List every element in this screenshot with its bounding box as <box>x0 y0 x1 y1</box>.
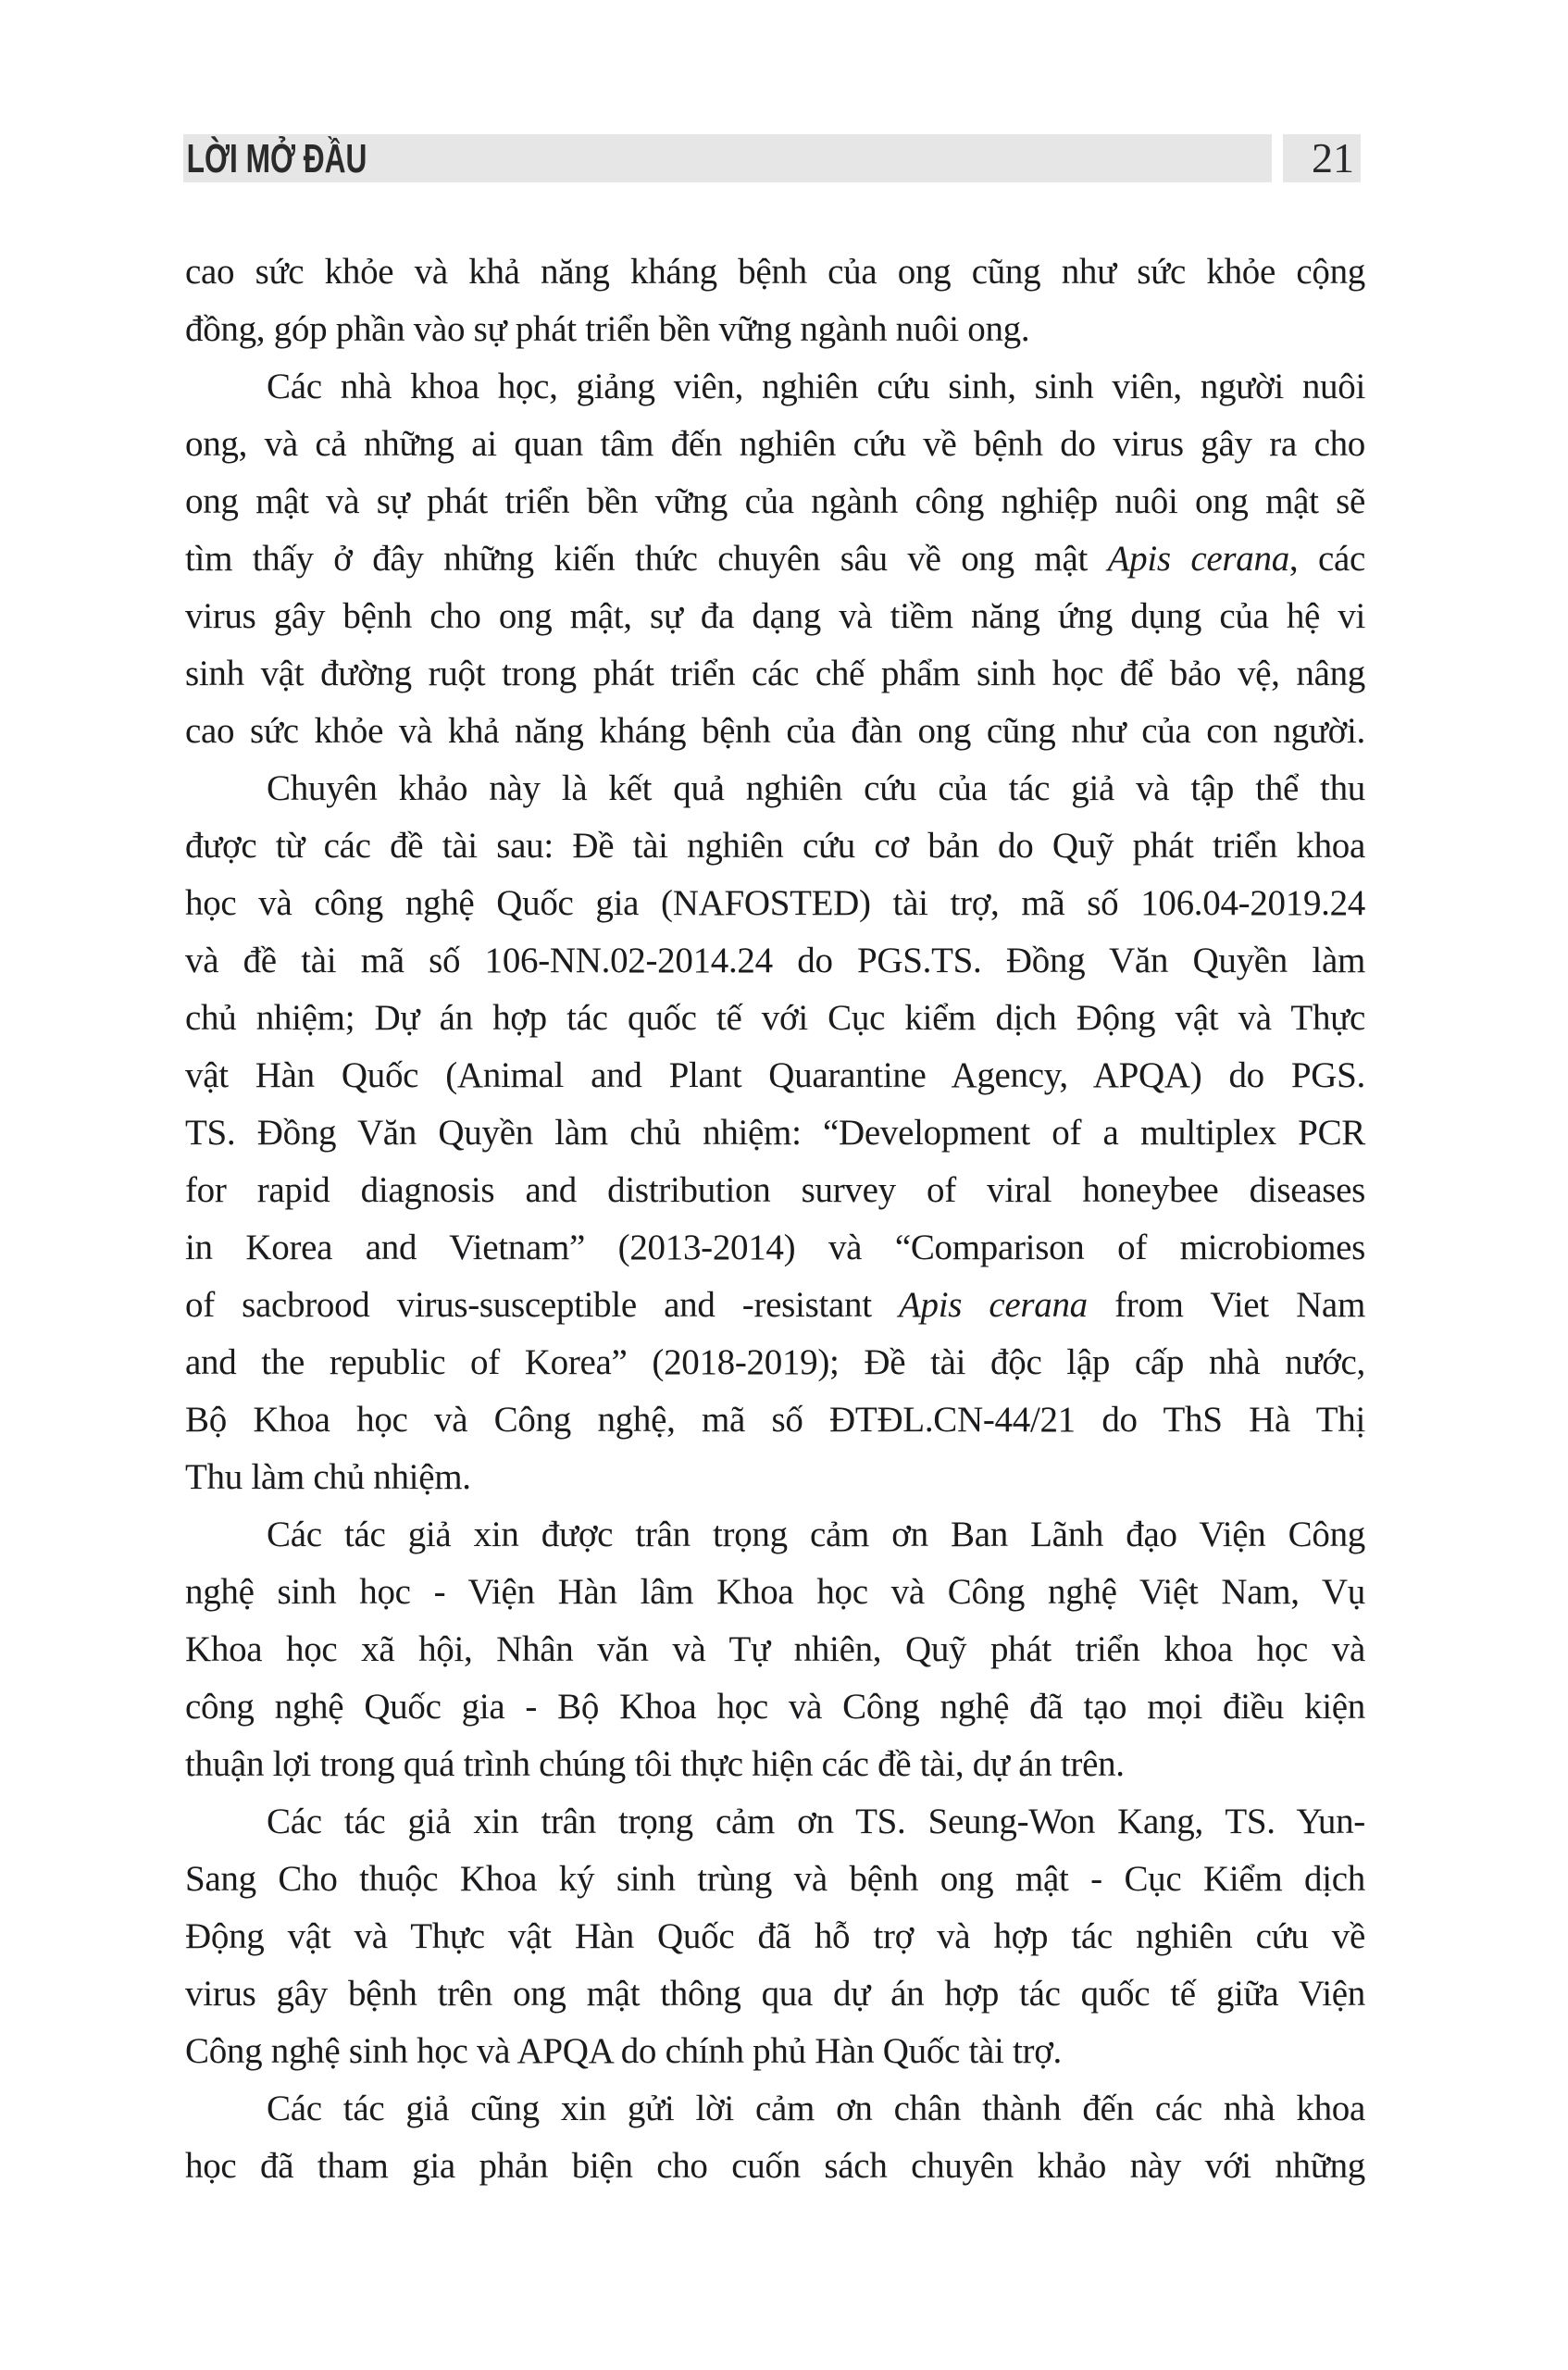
text-segment: ong mật và sự phát triển bền vững của ngành công nghiệp nuôi ong mật sẽ <box>185 481 1365 521</box>
text-line <box>185 645 1365 703</box>
text-segment: , các <box>1288 539 1365 579</box>
text-line <box>185 1908 1365 1965</box>
text-line <box>185 1047 1365 1104</box>
species-name-italic: Apis cerana <box>1107 539 1289 579</box>
text-segment: Sang Cho thuộc Khoa ký sinh trùng và bệnh ong mật - Cục Kiểm dịch <box>185 1859 1365 1899</box>
text-segment: virus gây bệnh trên ong mật thông qua dự án hợp tác quốc tế giữa Viện <box>185 1974 1365 2014</box>
page-number: 21 <box>1312 134 1354 181</box>
text-segment: Khoa học xã hội, Nhân văn và Tự nhiên, Quỹ phát triển khoa học và <box>185 1629 1365 1669</box>
text-line <box>185 2138 1365 2195</box>
text-line <box>185 588 1365 645</box>
text-line <box>185 416 1365 473</box>
text-segment: TS. Đồng Văn Quyền làm chủ nhiệm: “Development of a multiplex PCR <box>185 1113 1365 1153</box>
text-segment: tìm thấy ở đây những kiến thức chuyên sâu về ong mật <box>185 539 1108 579</box>
page-number-box <box>1283 134 1361 182</box>
text-line <box>185 1506 1365 1564</box>
species-name-italic: Apis cerana <box>898 1285 1088 1325</box>
text-segment: from Viet Nam <box>1087 1285 1365 1325</box>
text-line <box>185 1104 1365 1162</box>
text-segment: Công nghệ sinh học và APQA do chính phủ Hàn Quốc tài trợ. <box>185 2031 1063 2071</box>
text-line <box>185 473 1365 530</box>
text-segment: Các tác giả cũng xin gửi lời cảm ơn chân thành đến các nhà khoa <box>267 2089 1365 2128</box>
text-segment: công nghệ Quốc gia - Bộ Khoa học và Công nghệ đã tạo mọi điều kiện <box>185 1687 1365 1727</box>
text-segment: Các tác giả xin được trân trọng cảm ơn Ban Lãnh đạo Viện Công <box>267 1515 1365 1554</box>
text-line <box>185 358 1365 416</box>
text-segment: nghệ sinh học - Viện Hàn lâm Khoa học và Công nghệ Việt Nam, Vụ <box>185 1572 1365 1612</box>
text-segment: Các nhà khoa học, giảng viên, nghiên cứu sinh, sinh viên, người nuôi <box>267 367 1365 406</box>
text-segment: chủ nhiệm; Dự án hợp tác quốc tế với Cục kiểm dịch Động vật và Thực <box>185 998 1365 1038</box>
text-line <box>185 2080 1365 2138</box>
text-segment: Thu làm chủ nhiệm. <box>185 1457 471 1497</box>
text-line <box>185 1219 1365 1277</box>
text-segment: Động vật và Thực vật Hàn Quốc đã hỗ trợ và hợp tác nghiên cứu về <box>185 1916 1365 1956</box>
text-segment: sinh vật đường ruột trong phát triển các chế phẩm sinh học để bảo vệ, nâng <box>185 654 1365 693</box>
text-line <box>185 1736 1365 1793</box>
text-segment: for rapid diagnosis and distribution survey of viral honeybee diseases <box>185 1170 1365 1210</box>
text-segment: và đề tài mã số 106-NN.02-2014.24 do PGS.TS. Đồng Văn Quyền làm <box>185 941 1365 980</box>
text-line <box>185 301 1365 358</box>
text-segment: of sacbrood virus-susceptible and -resistant <box>185 1285 899 1325</box>
text-line <box>185 1965 1365 2023</box>
text-segment: Bộ Khoa học và Công nghệ, mã số ĐTĐL.CN-44/21 do ThS Hà Thị <box>185 1400 1365 1440</box>
text-segment: học và công nghệ Quốc gia (NAFOSTED) tài trợ, mã số 106.04-2019.24 <box>185 883 1365 923</box>
text-line <box>185 1391 1365 1449</box>
text-line <box>185 1851 1365 1908</box>
text-segment: Các tác giả xin trân trọng cảm ơn TS. Seung-Won Kang, TS. Yun- <box>267 1802 1365 1841</box>
text-segment: cao sức khỏe và khả năng kháng bệnh của đàn ong cũng như của con người. <box>185 711 1365 751</box>
text-segment: in Korea and Vietnam” (2013-2014) và “Comparison of microbiomes <box>185 1228 1365 1267</box>
text-line <box>185 817 1365 875</box>
text-line <box>185 2023 1365 2080</box>
text-line <box>185 1334 1365 1391</box>
text-segment: thuận lợi trong quá trình chúng tôi thực hiện các đề tài, dự án trên. <box>185 1744 1125 1784</box>
text-segment: cao sức khỏe và khả năng kháng bệnh của ong cũng như sức khỏe cộng <box>185 252 1365 292</box>
text-line <box>185 243 1365 301</box>
text-line <box>185 530 1365 588</box>
text-segment: virus gây bệnh cho ong mật, sự đa dạng và tiềm năng ứng dụng của hệ vi <box>185 596 1365 636</box>
text-segment: đồng, góp phần vào sự phát triển bền vững ngành nuôi ong. <box>185 309 1030 349</box>
body-text <box>185 243 1365 2195</box>
running-header-title: LỜI MỞ ĐẦU <box>186 136 367 181</box>
text-segment: được từ các đề tài sau: Đề tài nghiên cứu cơ bản do Quỹ phát triển khoa <box>185 826 1365 866</box>
text-line <box>185 1793 1365 1851</box>
text-line <box>185 990 1365 1047</box>
text-line <box>185 875 1365 932</box>
text-segment: vật Hàn Quốc (Animal and Plant Quarantine Agency, APQA) do PGS. <box>185 1055 1365 1095</box>
text-line <box>185 1277 1365 1334</box>
text-segment: học đã tham gia phản biện cho cuốn sách chuyên khảo này với những <box>185 2146 1365 2186</box>
text-line <box>185 760 1365 817</box>
text-line <box>185 703 1365 760</box>
text-line <box>185 932 1365 990</box>
text-segment: Chuyên khảo này là kết quả nghiên cứu của tác giả và tập thể thu <box>267 768 1365 808</box>
text-segment: and the republic of Korea” (2018-2019); Đề tài độc lập cấp nhà nước, <box>185 1342 1365 1382</box>
text-line <box>185 1162 1365 1219</box>
text-segment: ong, và cả những ai quan tâm đến nghiên cứu về bệnh do virus gây ra cho <box>185 424 1365 464</box>
header-bar <box>183 134 1272 182</box>
text-line <box>185 1621 1365 1678</box>
text-line <box>185 1449 1365 1506</box>
text-line <box>185 1678 1365 1736</box>
text-line <box>185 1564 1365 1621</box>
